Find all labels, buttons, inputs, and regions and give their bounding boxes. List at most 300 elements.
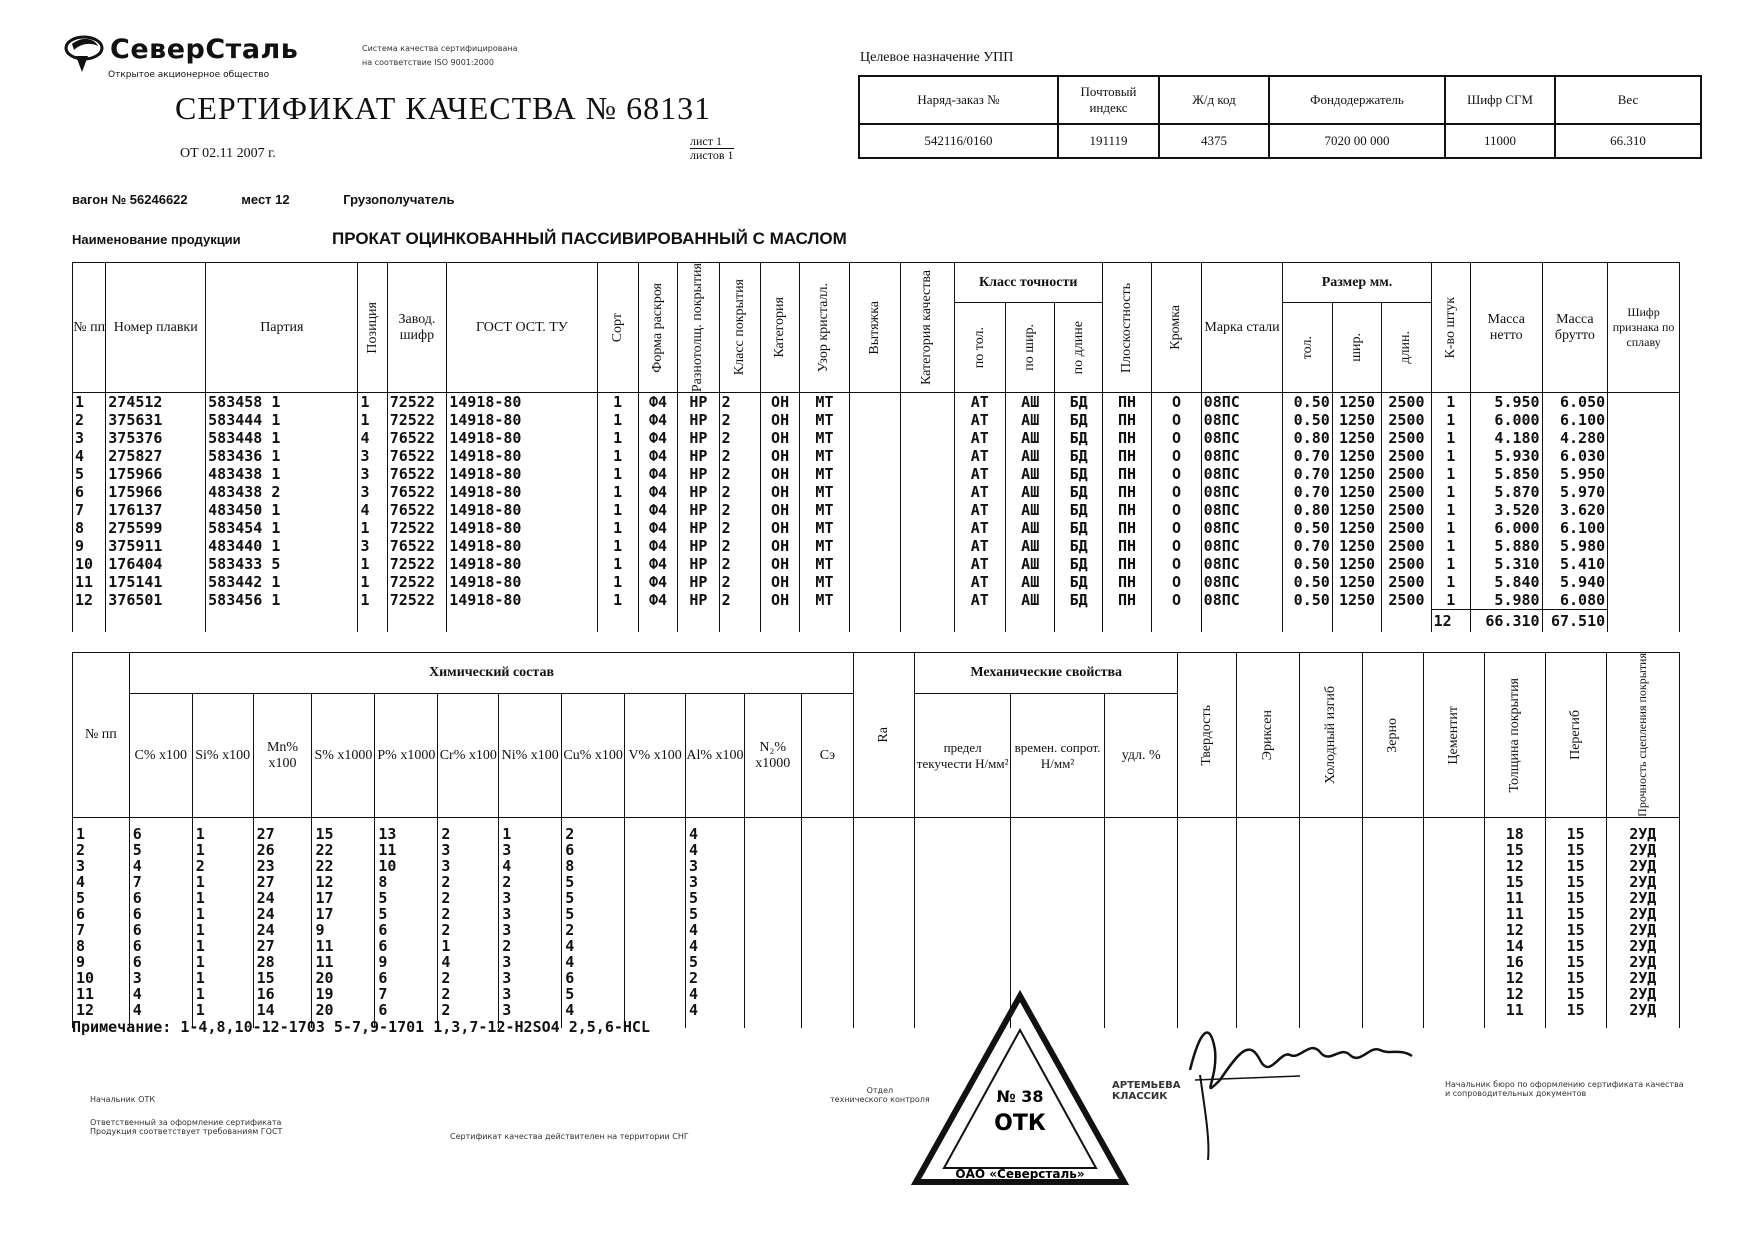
table-cell: Ф4 [638,555,677,573]
table-cell [1423,954,1484,970]
table-cell: 20 [312,1002,375,1018]
table-cell [801,858,854,874]
table-cell: 4 [562,954,625,970]
table-cell: 6 [129,922,192,938]
table-cell [1608,411,1680,429]
table-cell: 76522 [387,537,447,555]
table-cell: 26 [253,842,312,858]
table-cell: 0.50 [1283,519,1332,537]
table-cell: 5 [73,465,106,483]
table-cell: АТ [954,393,1005,412]
table-cell: 6 [129,906,192,922]
table-cell: 12 [312,874,375,890]
table-cell [744,906,801,922]
table-cell: 20 [312,970,375,986]
table-cell: 1250 [1332,501,1381,519]
table-cell [1237,938,1300,954]
table-cell: ОН [760,501,799,519]
footer-mid: Отдел технического контроля [830,1086,930,1104]
table-cell: БД [1055,519,1102,537]
table-cell [1300,938,1363,954]
table-cell [849,537,900,555]
table-cell: ПН [1102,555,1151,573]
sheet-info: лист 1 листов 1 [690,134,734,162]
table-cell: ОН [760,393,799,412]
table-cell: 7 [375,986,438,1002]
table-cell: 3 [438,842,499,858]
table-cell: 8 [73,519,106,537]
table-row [73,826,1680,842]
table-cell: 3 [686,858,745,874]
table-cell [1363,922,1424,938]
table-cell: 583448 1 [206,429,358,447]
table-cell: 12 [1484,986,1545,1002]
table-cell: 10 [73,555,106,573]
table-cell: 0.80 [1283,501,1332,519]
table-cell [625,970,686,986]
table-cell: 76522 [387,447,447,465]
table-row [73,429,1680,447]
table-cell [901,465,954,483]
purpose-label: Целевое назначение УПП [860,50,1014,65]
table-cell: 72522 [387,519,447,537]
table-cell: 72522 [387,411,447,429]
table-cell: 6 [562,970,625,986]
table-cell [744,954,801,970]
table-cell [854,890,915,906]
table-cell: 3 [438,858,499,874]
table-cell: 4 [562,1002,625,1018]
table-row [73,573,1680,591]
table-cell: 6.050 [1542,393,1608,412]
product-table: № пп Номер плавки Партия Позиция Завод. шифр ГОСТ ОСТ. ТУ Сорт Форма раскроя Разнотолщ. покрытия Класс покрытия Категория Узор кристалл. Вытяжка Категория качества Класс точности Плоскостность Кромка Марка стали Размер мм. К-во штук Масса нетто Масса брутто Шифр признака по сплаву по тол. по шир. по длине тол. шир. длин. 1 274512 583458 1 1 72522 14918-80 1 Ф4 НР 2 ОН МТ АТ АШ БД ПН О 08ПС 0.50 1250 2500 1 5.950 6.050 2 375631 583444 1 1 72522 14918-80 1 Ф4 НР 2 ОН МТ АТ АШ БД ПН О 08ПС 0.50 1250 2500 1 6.000 6.100 3 375376 583448 1 4 76522 14918-80 1 Ф4 НР 2 ОН МТ АТ АШ БД ПН О 08ПС 0.80 1250 2500 1 4.180 4.280 4 275827 583436 1 3 76522 14918-80 1 Ф4 НР 2 ОН МТ АТ АШ БД ПН О 08ПС 0.70 1250 2500 1 5.930 6.030 5 175966 483438 1 3 76522 14918-80 1 Ф4 НР 2 ОН МТ АТ АШ БД ПН О 08ПС 0.70 1250 2500 1 5.850 5.950 6 175966 483438 2 3 76522 14918-80 1 Ф4 НР 2 ОН МТ АТ АШ БД ПН О 08ПС 0.70 1250 2500 1 5.870 5.970 7 176137 483450 1 4 76522 14918-80 1 Ф4 НР 2 ОН МТ АТ АШ БД ПН О 08ПС 0.80 1250 2500 1 3.520 3.620 8 275599 583454 1 1 72522 14918-80 1 Ф4 НР 2 ОН МТ АТ АШ БД ПН О 08ПС 0.50 1250 2500 1 6.000 6.100 9 375911 483440 1 3 76522 14918-80 1 Ф4 НР 2 ОН МТ АТ АШ БД ПН О 08ПС 0.70 1250 2500 1 5.880 5.980 10 176404 583433 5 1 72522 14918-80 1 Ф4 НР 2 ОН МТ АТ АШ БД ПН О 08ПС 0.50 1250 2500 1 5.310 5.410 11 175141 583442 1 1 72522 14918-80 1 Ф4 НР 2 ОН МТ АТ АШ БД ПН О 08ПС 0.50 1250 2500 1 5.840 5.940 12 376501 583456 1 1 72522 14918-80 1 Ф4 НР 2 ОН МТ АТ АШ БД ПН О 08ПС 0.50 1250 2500 1 5.980 6.080 12 66.310 67.510 [72,262,1680,632]
table-cell: 1 [1431,555,1470,573]
table-cell: 3 [499,1002,562,1018]
table-cell: 11 [375,842,438,858]
table-row [73,970,1680,986]
table-cell: 3 [499,906,562,922]
table-cell [901,519,954,537]
table-cell: 15 [1545,922,1606,938]
table-cell [901,429,954,447]
table-cell: Ф4 [638,591,677,610]
table-cell: 6.100 [1542,411,1608,429]
table-cell: 4 [686,826,745,842]
table-cell: 2 [719,411,760,429]
table-cell [915,890,1011,906]
table-row [73,501,1680,519]
table-cell: БД [1055,555,1102,573]
table-row [73,447,1680,465]
table-cell [1300,922,1363,938]
table-cell: 3 [499,922,562,938]
table-cell: 1 [597,501,638,519]
table-cell [801,938,854,954]
table-cell: 1 [1431,537,1470,555]
table-cell: 22 [312,842,375,858]
table-row [73,922,1680,938]
table-cell [849,573,900,591]
table-cell: 5.970 [1542,483,1608,501]
table-cell [1608,447,1680,465]
table-cell [1300,970,1363,986]
table-cell [1178,922,1237,938]
table-cell: 2 [719,393,760,412]
totals-row [73,610,1680,633]
table-cell [1011,874,1105,890]
table-cell: 11 [1484,1002,1545,1018]
signature-icon [1180,1010,1420,1170]
footer-left: Начальник ОТК Ответственный за оформление сертификата Продукция соответствует требованиям ГОСТ [90,1095,283,1136]
table-cell: 7 [73,922,130,938]
table-cell: 1250 [1332,393,1381,412]
table-cell: 5.310 [1470,555,1542,573]
table-cell [744,842,801,858]
table-cell [1423,874,1484,890]
table-cell: МТ [800,501,849,519]
table-cell: 2 [719,537,760,555]
table-cell: 2УД [1606,970,1679,986]
table-cell: АШ [1006,411,1055,429]
table-cell: 15 [1545,954,1606,970]
table-cell [801,906,854,922]
table-cell: 375631 [106,411,206,429]
table-cell: 3 [686,874,745,890]
table-cell: О [1152,429,1201,447]
table-cell: 3 [499,970,562,986]
table-cell: МТ [800,447,849,465]
table-cell: АТ [954,573,1005,591]
table-cell: 1250 [1332,429,1381,447]
table-cell: 6.100 [1542,519,1608,537]
table-cell: 1 [1431,465,1470,483]
table-row [73,890,1680,906]
table-cell: 12 [73,1002,130,1018]
table-cell: 2 [438,970,499,986]
table-cell: 1 [192,922,253,938]
table-cell [1300,842,1363,858]
table-row [73,555,1680,573]
table-cell: ПН [1102,447,1151,465]
table-cell: 1 [1431,393,1470,412]
table-cell: 5 [686,954,745,970]
table-cell: 2 [438,874,499,890]
table-cell: ОН [760,447,799,465]
table-cell: 1 [1431,429,1470,447]
table-cell: 6 [375,970,438,986]
total-qty: 12 [1431,610,1470,633]
table-cell [854,906,915,922]
table-cell [625,938,686,954]
table-cell [744,938,801,954]
table-cell: 2 [719,555,760,573]
table-cell: 1 [358,411,387,429]
table-cell: 2 [562,922,625,938]
table-cell: 1 [597,429,638,447]
table-cell: 2 [192,858,253,874]
table-cell: 175966 [106,465,206,483]
table-cell: 1 [192,906,253,922]
table-cell [1178,954,1237,970]
table-cell: АШ [1006,519,1055,537]
table-cell: 1250 [1332,591,1381,610]
table-cell: 6 [73,483,106,501]
table-cell: 2УД [1606,906,1679,922]
table-cell: 4 [686,1002,745,1018]
table-cell: АТ [954,591,1005,610]
company-logo [64,30,314,88]
table-cell [1363,954,1424,970]
table-cell: 6 [129,954,192,970]
table-cell: О [1152,393,1201,412]
table-cell [901,591,954,610]
table-cell: 2 [438,922,499,938]
table-row [73,411,1680,429]
table-cell: 4 [686,938,745,954]
table-cell: 5 [562,890,625,906]
table-cell: 24 [253,922,312,938]
table-cell: 6 [73,906,130,922]
table-cell [854,922,915,938]
table-cell: 3 [499,842,562,858]
table-cell: 1 [192,954,253,970]
table-cell: 3 [73,858,130,874]
table-cell [915,922,1011,938]
table-cell [1423,970,1484,986]
table-cell: АТ [954,429,1005,447]
table-cell [1178,858,1237,874]
table-row [73,393,1680,412]
table-cell: 2 [562,826,625,842]
table-cell: Ф4 [638,501,677,519]
table-cell [625,906,686,922]
table-cell: 14918-80 [447,483,597,501]
table-cell: 5 [562,874,625,890]
table-cell: 1 [1431,483,1470,501]
table-cell: МТ [800,573,849,591]
table-cell: 1 [438,938,499,954]
severstal-logo-icon [64,32,104,76]
table-cell: 24 [253,890,312,906]
table-cell: Ф4 [638,537,677,555]
table-cell: О [1152,501,1201,519]
table-row [73,842,1680,858]
table-cell: 4 [686,922,745,938]
table-cell: АТ [954,555,1005,573]
table-cell [1011,842,1105,858]
table-cell [854,970,915,986]
table-cell [625,922,686,938]
table-cell: 2 [719,483,760,501]
table-cell [1011,922,1105,938]
table-cell: 1 [1431,591,1470,610]
table-cell: 2 [719,429,760,447]
table-cell: 1 [192,842,253,858]
table-cell: АШ [1006,483,1055,501]
table-cell: 4 [73,447,106,465]
table-cell: БД [1055,483,1102,501]
table-cell: О [1152,519,1201,537]
table-cell [854,954,915,970]
table-cell [1178,842,1237,858]
table-cell: АТ [954,519,1005,537]
table-cell: О [1152,555,1201,573]
chemistry-table: № пп Химический состав Ra Механические свойства Твердость Эриксен Холодный изгиб Зерно Цементит Толщина покрытия Перегиб Прочность сцепления покрытия C% x100 Si% x100 Mn% x100 S% x1000 P% x1000 Cr% x100 Ni% x100 Cu% x100 V% x100 Al% x100 N₂% x1000 Cэ предел текучести Н/мм² времен. сопрот. Н/мм² удл. % 1 6 1 27 15 13 2 1 2 4 18 15 2УД 2 5 1 26 22 11 3 3 6 4 15 15 2УД 3 4 2 23 22 10 3 4 8 3 12 15 2УД 4 7 1 27 12 8 2 2 5 3 15 15 2УД 5 6 1 24 17 5 2 3 5 5 11 15 2УД 6 6 1 24 17 5 2 3 5 5 11 15 2УД 7 6 1 24 9 6 2 3 2 4 12 15 2УД 8 6 1 27 11 6 1 2 4 4 14 15 2УД 9 6 1 28 11 9 4 3 4 5 16 15 2УД 10 3 1 15 20 6 2 3 6 2 12 15 2УД 11 4 1 16 19 7 2 3 5 4 12 15 2УД 12 4 1 14 20 6 2 3 4 4 11 15 2УД [72,652,1680,1028]
table-cell: 2500 [1382,537,1431,555]
table-cell: 17 [312,890,375,906]
table-cell: 4 [438,954,499,970]
table-cell: 2УД [1606,890,1679,906]
table-cell: МТ [800,537,849,555]
table-cell [1178,970,1237,986]
table-cell: 6.000 [1470,519,1542,537]
table-cell: 1 [192,874,253,890]
table-cell: Ф4 [638,429,677,447]
table-cell [625,826,686,842]
table-cell: 15 [1545,970,1606,986]
table-cell: Ф4 [638,465,677,483]
table-cell [849,429,900,447]
table-cell: О [1152,447,1201,465]
table-cell: НР [678,483,719,501]
table-cell: 12 [1484,922,1545,938]
table-cell: 2 [686,970,745,986]
table-cell [1300,858,1363,874]
product-name: ПРОКАТ ОЦИНКОВАННЫЙ ПАССИВИРОВАННЫЙ С МАСЛОМ [332,229,847,248]
table-cell: 72522 [387,573,447,591]
table-cell: 2500 [1382,555,1431,573]
table-cell: 583454 1 [206,519,358,537]
table-cell: 2УД [1606,922,1679,938]
table-cell: 8 [73,938,130,954]
table-cell: 15 [1545,890,1606,906]
table-cell [1300,954,1363,970]
table-cell: ОН [760,483,799,501]
table-cell [1363,986,1424,1002]
table-cell: 5.880 [1470,537,1542,555]
table-cell: 27 [253,826,312,842]
table-cell: БД [1055,465,1102,483]
table-cell: 583433 5 [206,555,358,573]
table-cell: 08ПС [1201,483,1283,501]
table-cell: 4 [686,842,745,858]
table-cell: 1250 [1332,483,1381,501]
table-cell [1608,429,1680,447]
table-cell: БД [1055,591,1102,610]
table-cell: НР [678,465,719,483]
table-row [73,938,1680,954]
table-cell [901,537,954,555]
table-cell: 6 [129,890,192,906]
table-cell: АТ [954,501,1005,519]
table-cell: 5.930 [1470,447,1542,465]
table-cell: 18 [1484,826,1545,842]
table-cell: 9 [73,954,130,970]
table-cell: 11 [1484,906,1545,922]
table-cell [625,842,686,858]
table-cell: 3 [358,537,387,555]
table-cell: БД [1055,393,1102,412]
table-cell [1363,890,1424,906]
table-cell: АШ [1006,429,1055,447]
table-cell: 1250 [1332,537,1381,555]
table-cell: 5 [562,986,625,1002]
table-cell: 2500 [1382,393,1431,412]
table-cell [915,842,1011,858]
table-cell: О [1152,573,1201,591]
table-cell: НР [678,537,719,555]
table-cell: 12 [1484,970,1545,986]
table-cell [1178,874,1237,890]
table-cell: 2УД [1606,954,1679,970]
table-cell [744,858,801,874]
table-cell: 2500 [1382,411,1431,429]
table-cell: 14918-80 [447,465,597,483]
table-cell: 3 [358,447,387,465]
table-cell: 1 [1431,501,1470,519]
table-cell [901,573,954,591]
table-cell: 483438 2 [206,483,358,501]
table-cell [1237,954,1300,970]
table-cell: 3.620 [1542,501,1608,519]
table-cell: 2 [719,465,760,483]
table-cell: 1 [192,890,253,906]
table-cell: 4 [358,501,387,519]
table-cell: 1 [1431,447,1470,465]
table-row [73,906,1680,922]
table-cell [1178,938,1237,954]
table-cell: 176404 [106,555,206,573]
table-cell: БД [1055,573,1102,591]
table-cell: 2 [438,826,499,842]
table-cell: 14918-80 [447,393,597,412]
table-cell: 5.950 [1470,393,1542,412]
table-cell [744,922,801,938]
table-cell: ОН [760,519,799,537]
table-cell [801,874,854,890]
table-cell: О [1152,411,1201,429]
table-cell [1363,938,1424,954]
table-cell: МТ [800,483,849,501]
footer-center: Сертификат качества действителен на территории СНГ [450,1132,689,1141]
table-cell: 72522 [387,393,447,412]
table-cell [1608,519,1680,537]
table-cell: 6 [129,938,192,954]
table-cell: 11 [1484,890,1545,906]
table-cell: 12 [73,591,106,610]
table-cell [744,986,801,1002]
table-cell [744,890,801,906]
table-cell: 2УД [1606,858,1679,874]
table-cell: ОН [760,429,799,447]
table-cell: 11 [312,954,375,970]
table-cell [849,447,900,465]
table-cell: 10 [73,970,130,986]
table-cell [915,938,1011,954]
table-cell: 2500 [1382,483,1431,501]
table-cell [801,954,854,970]
table-cell: 0.70 [1283,465,1332,483]
iso-note: Система качества сертифицирована на соответствие ISO 9001:2000 [362,44,518,67]
table-cell [1011,826,1105,842]
table-cell: МТ [800,555,849,573]
table-cell: 5.850 [1470,465,1542,483]
table-cell: НР [678,393,719,412]
table-cell: Ф4 [638,519,677,537]
table-cell: 1 [192,970,253,986]
table-cell: 8 [562,858,625,874]
table-cell: АТ [954,537,1005,555]
